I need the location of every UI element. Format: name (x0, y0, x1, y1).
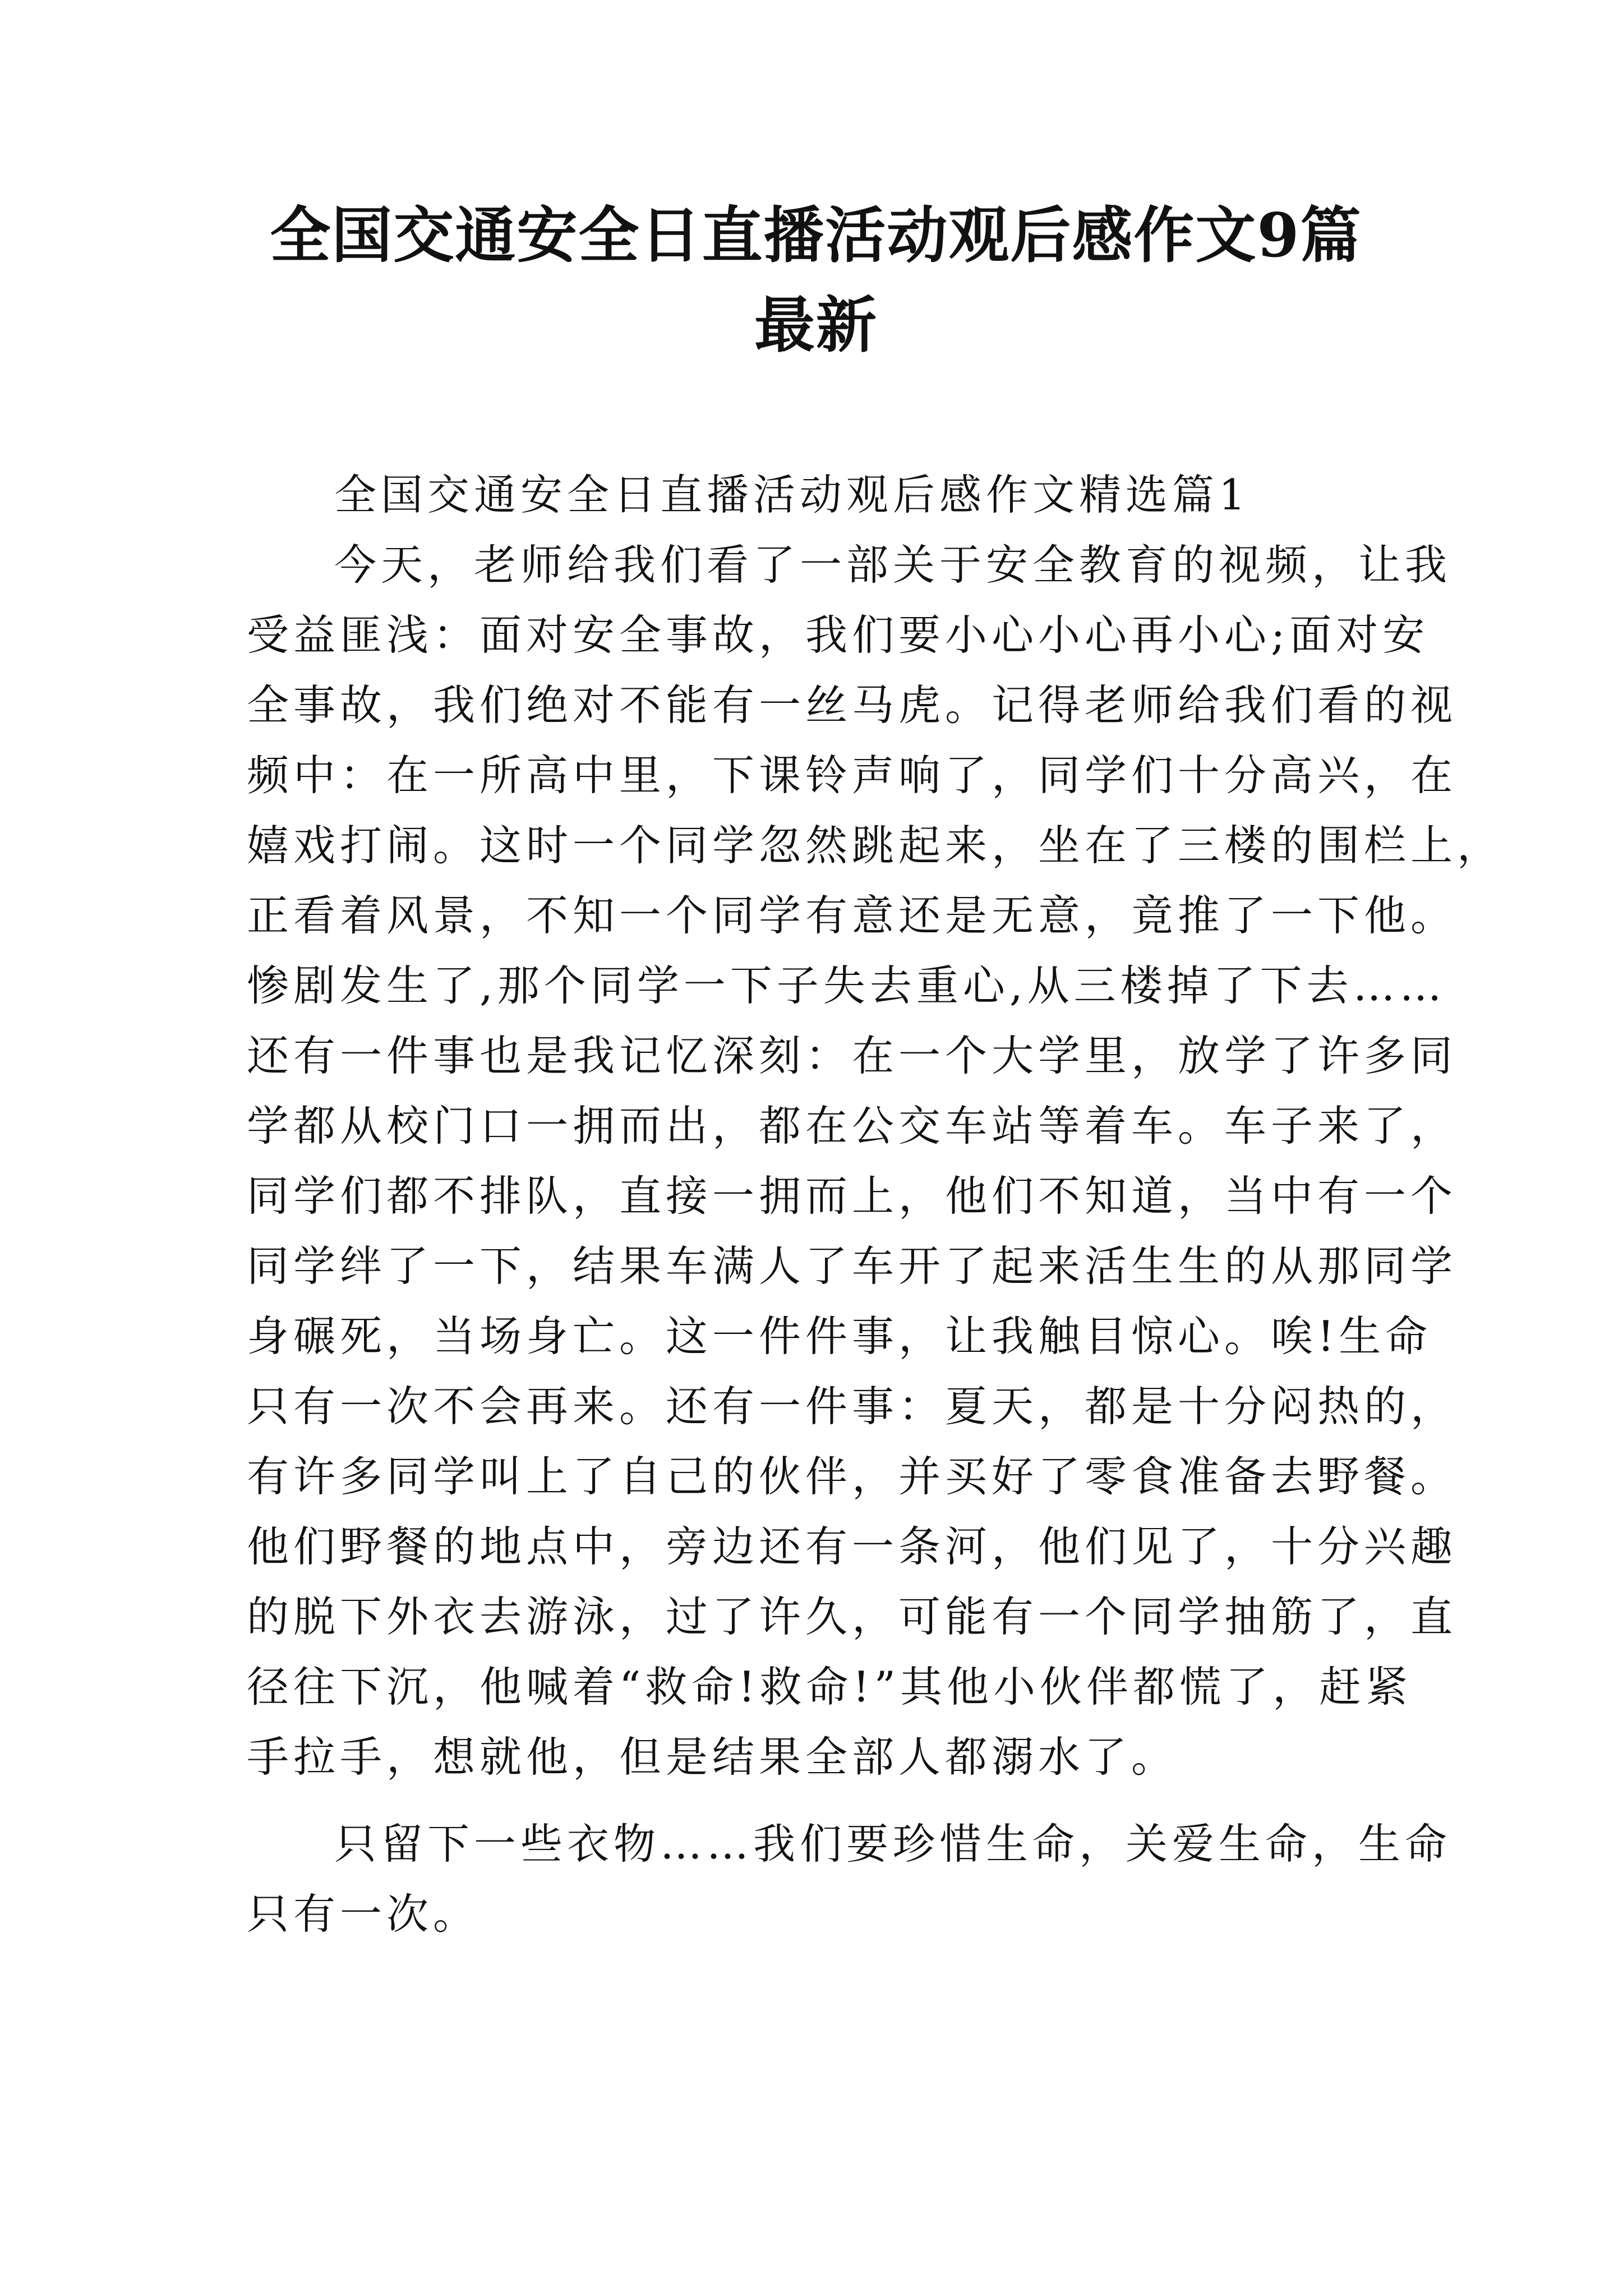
paragraph-line: 的脱下外衣去游泳，过了许久，可能有一个同学抽筋了，直 (247, 1592, 1458, 1641)
paragraph-line: 他们野餐的地点中，旁边还有一条河，他们见了，十分兴趣 (247, 1522, 1458, 1571)
paragraph-line: 手拉手，想就他，但是结果全部人都溺水了。 (247, 1732, 1178, 1782)
paragraph-1 (247, 530, 1504, 1792)
paragraph-line: 有许多同学叫上了自己的伙伴，并买好了零食准备去野餐。 (247, 1452, 1458, 1501)
paragraph-2 (247, 1809, 1452, 1949)
paragraph-line: 同学绊了一下，结果车满人了车开了起来活生生的从那同学 (247, 1241, 1458, 1291)
section-heading: 全国交通安全日直播活动观后感作文精选篇1 (334, 470, 1250, 519)
paragraph-line: 频中：在一所高中里，下课铃声响了，同学们十分高兴，在 (247, 751, 1458, 800)
paragraph-line: 受益匪浅：面对安全事故，我们要小心小心再小心;面对安 (247, 610, 1430, 660)
paragraph-line: 只有一次。 (247, 1889, 480, 1939)
paragraph-line: 学都从校门口一拥而出，都在公交车站等着车。车子来了， (247, 1101, 1458, 1151)
paragraph-line: 只留下一些衣物……我们要珍惜生命，关爱生命，生命 (334, 1819, 1452, 1869)
paragraph-line: 惨剧发生了,那个同学一下子失去重心,从三楼掉了下去…… (247, 961, 1446, 1010)
paragraph-line: 径往下沉，他喊着“救命!救命!”其他小伙伴都慌了，赶紧 (247, 1662, 1412, 1711)
paragraph-line: 同学们都不排队，直接一拥而上，他们不知道，当中有一个 (247, 1171, 1458, 1221)
paragraph-line: 嬉戏打闹。这时一个同学忽然跳起来，坐在了三楼的围栏上， (247, 821, 1504, 870)
paragraph-line: 只有一次不会再来。还有一件事：夏天，都是十分闷热的， (247, 1382, 1458, 1431)
paragraph-line: 还有一件事也是我记忆深刻：在一个大学里，放学了许多同 (247, 1031, 1458, 1080)
paragraph-gap (247, 1792, 1385, 1809)
paragraph-line: 全事故，我们绝对不能有一丝马虎。记得老师给我们看的视 (247, 680, 1458, 730)
paragraph-line: 今天，老师给我们看了一部关于安全教育的视频，让我 (334, 540, 1452, 590)
paragraph-line: 正看着风景，不知一个同学有意还是无意，竟推了一下他。 (247, 891, 1458, 940)
paragraph-line: 身碾死，当场身亡。这一件件事，让我触目惊心。唉!生命 (247, 1312, 1432, 1361)
document-body (247, 460, 1504, 1949)
document-title: 全国交通安全日直播活动观后感作文9篇最新 (270, 200, 1362, 361)
